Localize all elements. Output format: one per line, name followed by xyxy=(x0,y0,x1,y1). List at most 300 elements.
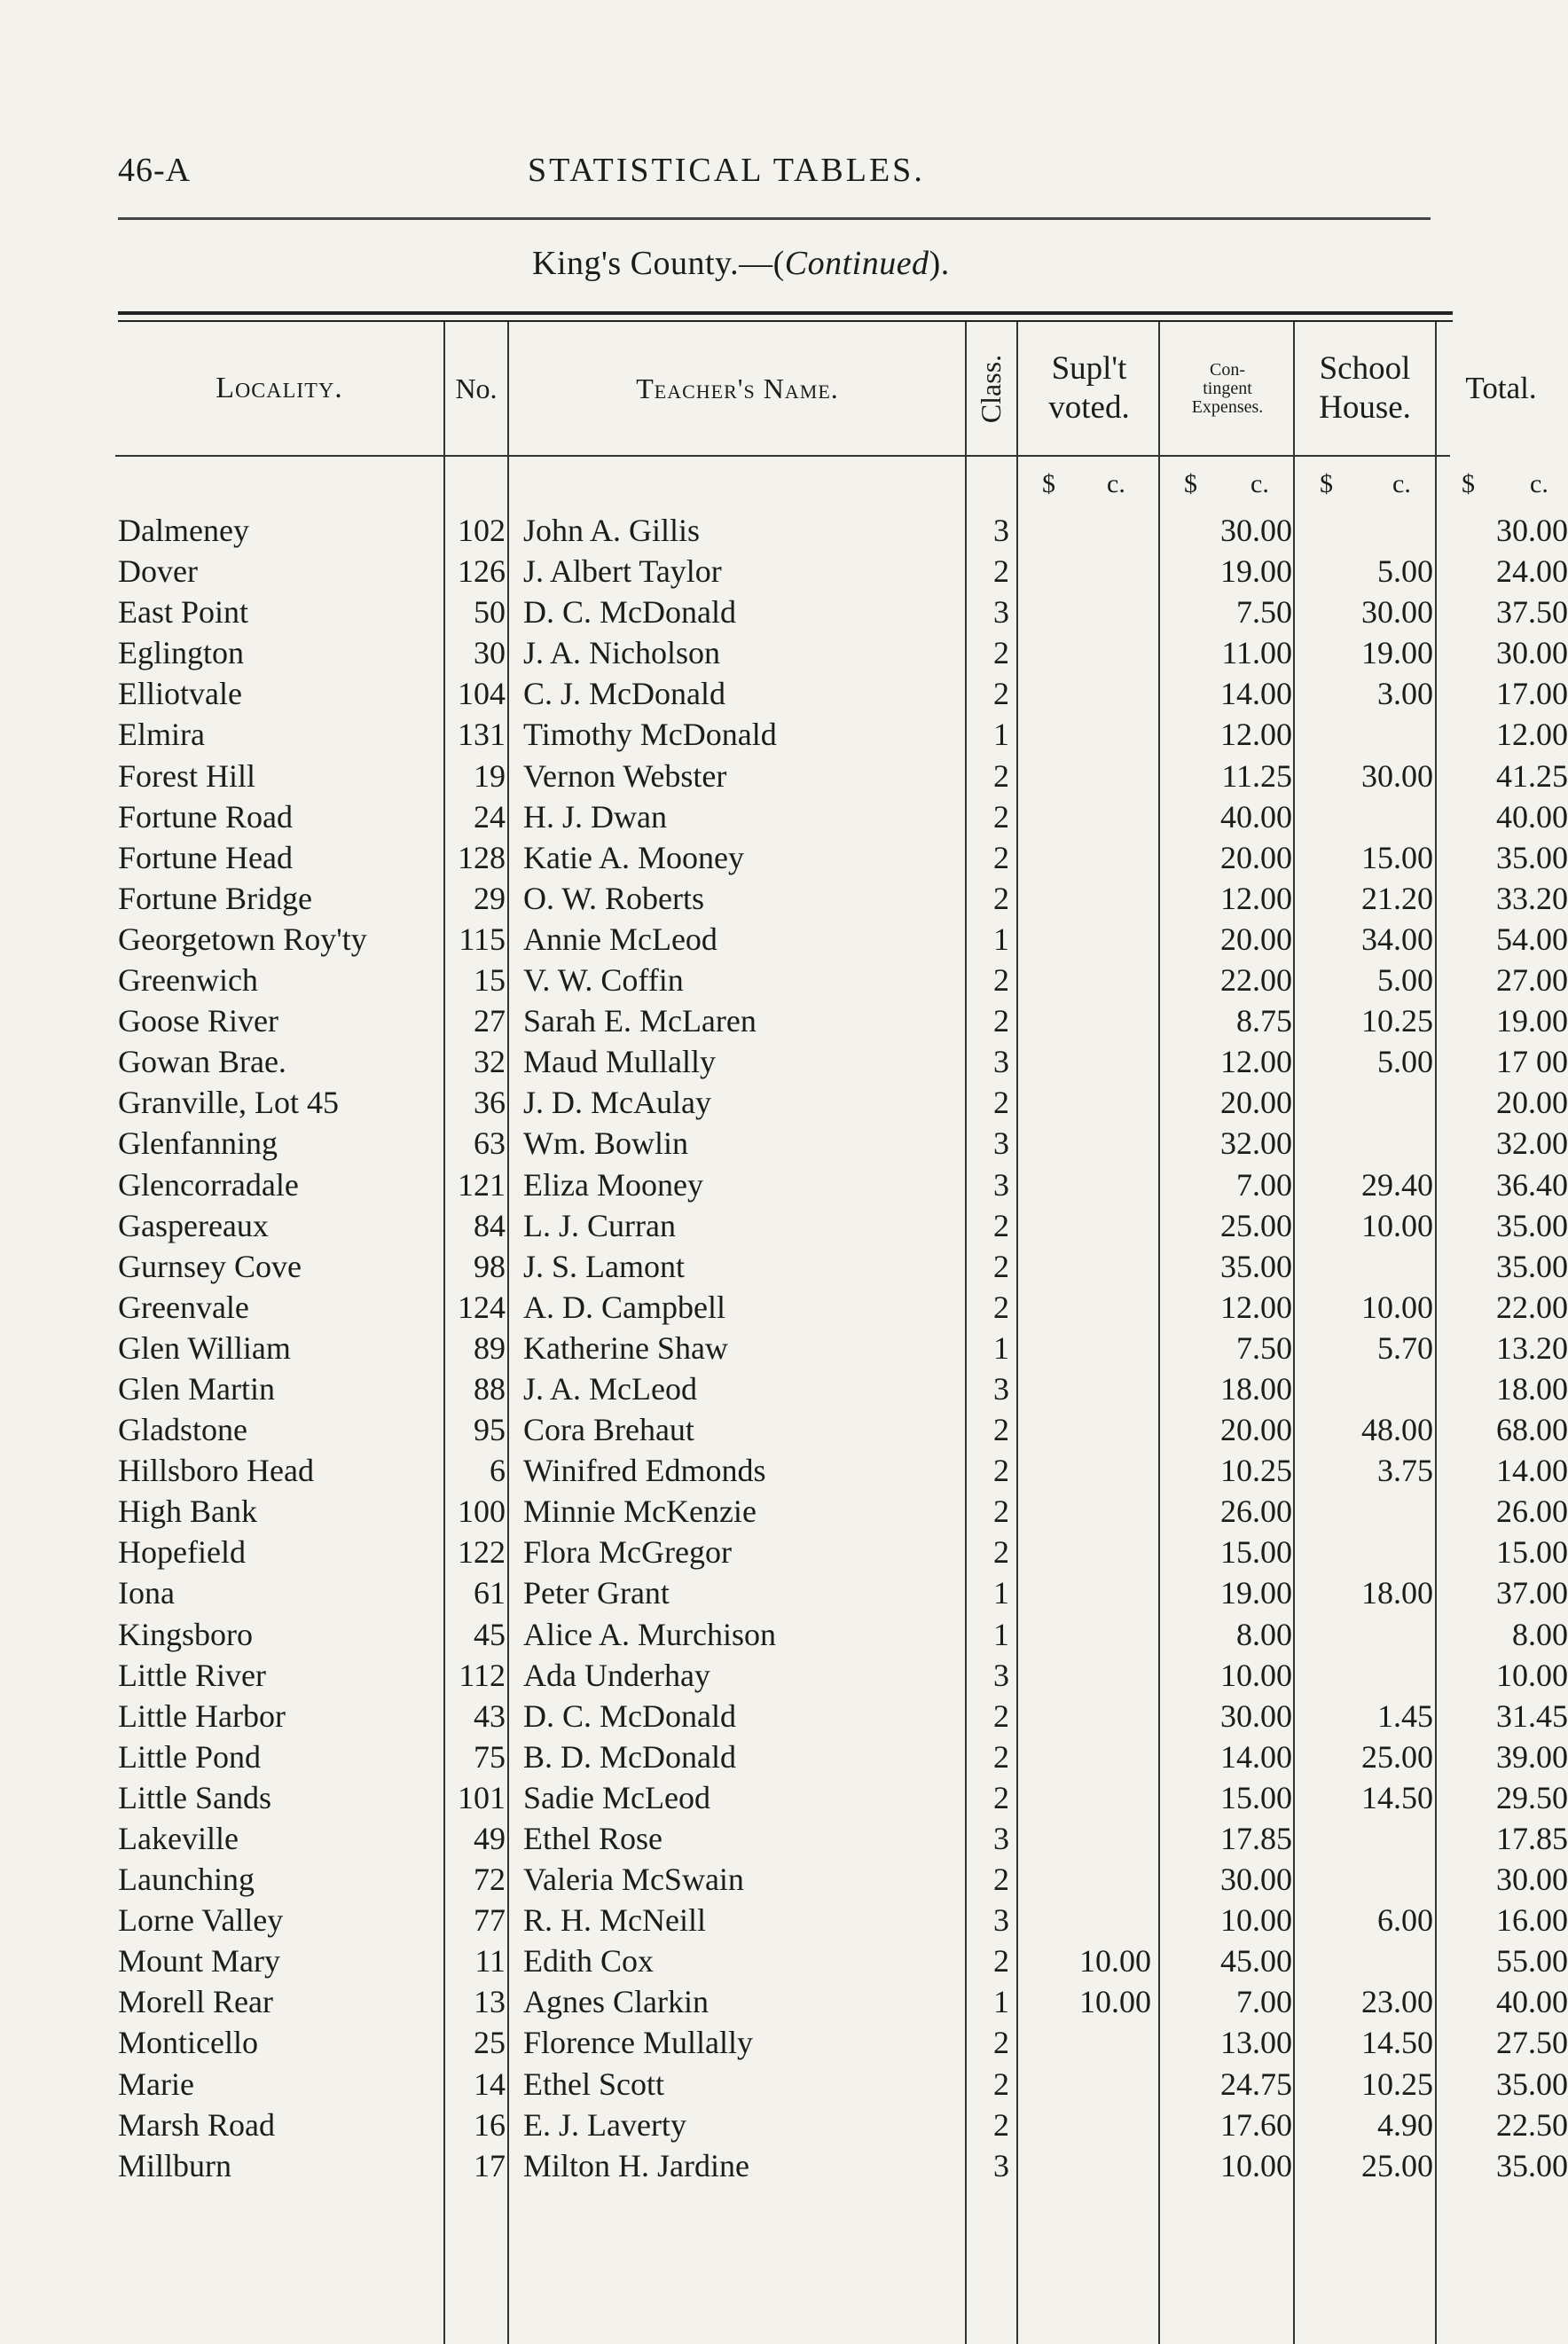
table-row xyxy=(115,632,1568,673)
page-header xyxy=(118,151,1431,204)
cell-locality: Little Sands xyxy=(118,1779,271,1815)
cell-contingent-expenses: 19.00 xyxy=(1220,1575,1292,1611)
cell-total: 31.45 xyxy=(1496,1697,1568,1734)
cell-class: 1 xyxy=(993,1329,1009,1366)
cell-class: 2 xyxy=(993,676,1009,712)
cell-no: 15 xyxy=(474,962,506,999)
cell-school-house: 10.25 xyxy=(1361,2066,1433,2102)
cell-teacher-name: Flora McGregor xyxy=(523,1534,732,1571)
cell-no: 124 xyxy=(458,1289,506,1325)
cell-locality: Glen Martin xyxy=(118,1370,275,1407)
cell-contingent-expenses: 12.00 xyxy=(1220,880,1292,916)
cell-class: 2 xyxy=(993,1738,1009,1775)
table-row xyxy=(115,919,1568,960)
cell-contingent-expenses: 8.75 xyxy=(1236,1003,1292,1039)
table-row xyxy=(115,1205,1568,1246)
cell-total: 20.00 xyxy=(1496,1085,1568,1121)
table-row xyxy=(115,960,1568,1000)
cell-locality: Little River xyxy=(118,1657,266,1693)
cell-no: 95 xyxy=(474,1412,506,1448)
school-cents-unit: c. xyxy=(1392,469,1411,498)
cell-school-house: 5.00 xyxy=(1377,553,1433,590)
cell-locality: Mount Mary xyxy=(118,1943,280,1979)
table-subtitle xyxy=(532,244,950,283)
column-divider xyxy=(1016,322,1018,2344)
cell-teacher-name: Ada Underhay xyxy=(523,1657,710,1693)
cell-contingent-expenses: 17.60 xyxy=(1220,2106,1292,2143)
cell-total: 27.00 xyxy=(1496,962,1568,999)
cell-class: 3 xyxy=(993,1902,1009,1939)
cell-no: 72 xyxy=(474,1862,506,1898)
cell-class: 1 xyxy=(993,1984,1009,2020)
cell-contingent-expenses: 30.00 xyxy=(1220,1862,1292,1898)
cell-teacher-name: John A. Gillis xyxy=(523,513,701,548)
cell-teacher-name: Minnie McKenzie xyxy=(523,1493,757,1530)
cell-contingent-expenses: 11.25 xyxy=(1221,757,1292,794)
header-contingent-line1: Con- xyxy=(1209,359,1245,380)
cell-contingent-expenses: 7.50 xyxy=(1236,594,1292,631)
contingent-dollar-unit: $ xyxy=(1184,469,1197,498)
table-row xyxy=(115,1368,1568,1409)
cell-contingent-expenses: 17.85 xyxy=(1220,1821,1292,1856)
cell-teacher-name: Maud Mullally xyxy=(523,1044,716,1080)
table-row xyxy=(115,1614,1568,1655)
header-class-label: Class. xyxy=(975,354,1007,423)
cell-no: 17 xyxy=(474,2147,506,2183)
cell-teacher-name: D. C. McDonald xyxy=(523,1697,736,1734)
cell-locality: Hillsboro Head xyxy=(118,1453,314,1489)
cell-no: 30 xyxy=(474,635,506,671)
cell-teacher-name: Edith Cox xyxy=(523,1943,655,1979)
cell-teacher-name: Katie A. Mooney xyxy=(523,839,744,875)
cell-no: 50 xyxy=(474,594,506,631)
header-school-line2: House. xyxy=(1319,389,1411,426)
cell-school-house: 25.00 xyxy=(1361,1738,1433,1775)
cell-no: 6 xyxy=(490,1453,506,1489)
table-row xyxy=(115,1981,1568,2022)
cell-locality: Gladstone xyxy=(118,1412,247,1448)
cell-locality: Kingsboro xyxy=(118,1616,253,1652)
cell-teacher-name: R. H. McNeill xyxy=(523,1902,706,1939)
header-contingent-expenses xyxy=(1162,322,1293,455)
cell-total: 30.00 xyxy=(1496,513,1568,548)
cell-locality: Glencorradale xyxy=(118,1166,299,1203)
suplt-dollar-unit: $ xyxy=(1042,469,1055,498)
table-row xyxy=(115,1736,1568,1777)
table-row xyxy=(115,1328,1568,1368)
cell-school-house: 23.00 xyxy=(1361,1984,1433,2020)
cell-contingent-expenses: 10.00 xyxy=(1220,1902,1292,1939)
cell-teacher-name: B. D. McDonald xyxy=(523,1738,736,1775)
table-row xyxy=(115,1123,1568,1164)
cell-locality: High Bank xyxy=(118,1493,257,1530)
cell-class: 2 xyxy=(993,1003,1009,1039)
cell-contingent-expenses: 8.00 xyxy=(1236,1616,1292,1652)
header-contingent-line2: tingent xyxy=(1203,378,1252,398)
cell-no: 36 xyxy=(474,1085,506,1121)
cell-total: 40.00 xyxy=(1496,1984,1568,2020)
cell-no: 122 xyxy=(458,1534,506,1571)
cell-school-house: 1.45 xyxy=(1377,1697,1433,1734)
header-class xyxy=(967,322,1016,455)
cell-no: 75 xyxy=(474,1738,506,1775)
cell-no: 29 xyxy=(474,880,506,916)
cell-contingent-expenses: 12.00 xyxy=(1220,1289,1292,1325)
cell-locality: Morell Rear xyxy=(118,1984,273,2020)
cell-contingent-expenses: 7.00 xyxy=(1236,1166,1292,1203)
cell-school-house: 34.00 xyxy=(1361,921,1433,957)
cell-locality: Marsh Road xyxy=(118,2106,275,2143)
statistics-table xyxy=(115,322,1568,2186)
cell-teacher-name: Florence Mullally xyxy=(523,2025,753,2061)
cell-locality: Fortune Head xyxy=(118,839,293,875)
cell-class: 3 xyxy=(993,2147,1009,2183)
table-row xyxy=(115,1041,1568,1082)
cell-school-house: 14.50 xyxy=(1361,2025,1433,2061)
table-body xyxy=(115,510,1568,2186)
table-row xyxy=(115,837,1568,878)
cell-locality: East Point xyxy=(118,594,249,631)
table-row xyxy=(115,1532,1568,1572)
cell-teacher-name: J. A. McLeod xyxy=(523,1370,697,1407)
cell-contingent-expenses: 35.00 xyxy=(1220,1248,1292,1284)
header-school-house xyxy=(1295,322,1435,455)
cell-school-house: 14.50 xyxy=(1361,1779,1433,1815)
table-row xyxy=(115,1696,1568,1736)
cell-locality: Fortune Road xyxy=(118,798,293,835)
cell-class: 2 xyxy=(993,635,1009,671)
cell-school-house: 3.00 xyxy=(1377,676,1433,712)
cell-class: 3 xyxy=(993,1821,1009,1856)
cell-teacher-name: Valeria McSwain xyxy=(523,1862,744,1898)
cell-suplt-voted: 10.00 xyxy=(1079,1984,1151,2020)
cell-locality: Little Pond xyxy=(118,1738,261,1775)
cell-total: 33.20 xyxy=(1496,880,1568,916)
cell-locality: Dalmeney xyxy=(118,513,249,548)
cell-no: 49 xyxy=(474,1821,506,1856)
cell-class: 1 xyxy=(993,1575,1009,1611)
cell-class: 2 xyxy=(993,1862,1009,1898)
cell-no: 14 xyxy=(474,2066,506,2102)
table-row xyxy=(115,2064,1568,2105)
cell-locality: Greenvale xyxy=(118,1289,249,1325)
cell-no: 11 xyxy=(474,1943,506,1979)
cell-school-house: 10.00 xyxy=(1361,1289,1433,1325)
cell-teacher-name: J. Albert Taylor xyxy=(523,553,722,590)
cell-contingent-expenses: 32.00 xyxy=(1220,1125,1292,1162)
column-divider xyxy=(507,322,509,2344)
cell-class: 3 xyxy=(993,1166,1009,1203)
cell-locality: Little Harbor xyxy=(118,1697,286,1734)
school-dollar-unit: $ xyxy=(1320,469,1333,498)
cell-contingent-expenses: 20.00 xyxy=(1220,1085,1292,1121)
cell-contingent-expenses: 10.25 xyxy=(1220,1453,1292,1489)
column-divider xyxy=(443,322,445,2344)
cell-total: 35.00 xyxy=(1496,2066,1568,2102)
cell-locality: Gurnsey Cove xyxy=(118,1248,302,1284)
cell-class: 2 xyxy=(993,1697,1009,1734)
cell-teacher-name: Ethel Scott xyxy=(523,2066,664,2102)
cell-contingent-expenses: 7.50 xyxy=(1236,1329,1292,1366)
cell-class: 3 xyxy=(993,1044,1009,1080)
cell-locality: Millburn xyxy=(118,2147,232,2183)
header-suplt-line2: voted. xyxy=(1048,389,1130,426)
cell-class: 2 xyxy=(993,1453,1009,1489)
contingent-cents-unit: c. xyxy=(1250,469,1269,498)
cell-school-house: 4.90 xyxy=(1377,2106,1433,2143)
running-title: STATISTICAL TABLES. xyxy=(528,152,925,189)
cell-class: 2 xyxy=(993,2066,1009,2102)
cell-locality: Gowan Brae. xyxy=(118,1044,286,1080)
table-row xyxy=(115,592,1568,632)
cell-contingent-expenses: 10.00 xyxy=(1220,2147,1292,2183)
column-divider xyxy=(965,322,967,2344)
cell-teacher-name: J. A. Nicholson xyxy=(523,635,721,671)
table-row xyxy=(115,1246,1568,1287)
cell-class: 2 xyxy=(993,798,1009,835)
cell-no: 100 xyxy=(458,1493,506,1530)
cell-contingent-expenses: 19.00 xyxy=(1220,553,1292,590)
cell-contingent-expenses: 22.00 xyxy=(1220,962,1292,999)
table-row xyxy=(115,1777,1568,1818)
cell-total: 55.00 xyxy=(1496,1943,1568,1979)
cell-class: 2 xyxy=(993,1779,1009,1815)
cell-teacher-name: Agnes Clarkin xyxy=(523,1984,709,2020)
cell-school-house: 3.75 xyxy=(1377,1453,1433,1489)
cell-total: 39.00 xyxy=(1496,1738,1568,1775)
units-row xyxy=(115,455,1548,510)
cell-no: 128 xyxy=(458,839,506,875)
cell-locality: Glen William xyxy=(118,1329,291,1366)
cell-locality: Fortune Bridge xyxy=(118,880,312,916)
header-no: No. xyxy=(455,372,498,404)
header-school-line1: School xyxy=(1319,350,1411,387)
cell-no: 89 xyxy=(474,1329,506,1366)
cell-class: 2 xyxy=(993,1085,1009,1121)
cell-no: 104 xyxy=(458,676,506,712)
cell-locality: Georgetown Roy'ty xyxy=(118,921,367,957)
cell-no: 126 xyxy=(458,553,506,590)
cell-school-house: 18.00 xyxy=(1361,1575,1433,1611)
header-suplt-voted xyxy=(1018,322,1160,455)
cell-contingent-expenses: 15.00 xyxy=(1220,1779,1292,1815)
total-cents-unit: c. xyxy=(1530,469,1548,498)
cell-locality: Launching xyxy=(118,1862,255,1898)
cell-no: 32 xyxy=(474,1044,506,1080)
cell-total: 16.00 xyxy=(1496,1902,1568,1939)
cell-class: 1 xyxy=(993,717,1009,753)
cell-school-house: 10.25 xyxy=(1361,1003,1433,1039)
table-row xyxy=(115,1450,1568,1491)
cell-total: 68.00 xyxy=(1496,1412,1568,1448)
cell-teacher-name: O. W. Roberts xyxy=(523,880,705,916)
cell-teacher-name: Eliza Mooney xyxy=(523,1166,703,1203)
subtitle-continued: Continued xyxy=(784,245,929,282)
cell-school-house: 5.00 xyxy=(1377,1044,1433,1080)
cell-class: 2 xyxy=(993,1289,1009,1325)
cell-contingent-expenses: 18.00 xyxy=(1220,1370,1292,1407)
table-row xyxy=(115,714,1568,755)
cell-class: 2 xyxy=(993,553,1009,590)
cell-school-house: 19.00 xyxy=(1361,635,1433,671)
cell-class: 3 xyxy=(993,594,1009,631)
cell-total: 14.00 xyxy=(1496,1453,1568,1489)
cell-class: 2 xyxy=(993,2025,1009,2061)
table-row xyxy=(115,1859,1568,1900)
cell-total: 17.85 xyxy=(1496,1821,1568,1856)
header-locality: Locality. xyxy=(216,372,343,404)
cell-class: 2 xyxy=(993,1534,1009,1571)
cell-school-house: 30.00 xyxy=(1361,757,1433,794)
cell-total: 26.00 xyxy=(1496,1493,1568,1530)
table-row xyxy=(115,1287,1568,1328)
cell-class: 3 xyxy=(993,1125,1009,1162)
table-header-row xyxy=(115,322,1537,455)
page-number: 46-A xyxy=(118,152,192,189)
cell-teacher-name: Alice A. Murchison xyxy=(523,1616,776,1652)
cell-suplt-voted: 10.00 xyxy=(1079,1943,1151,1979)
cell-teacher-name: J. D. McAulay xyxy=(523,1085,711,1121)
cell-total: 27.50 xyxy=(1496,2025,1568,2061)
cell-no: 43 xyxy=(474,1697,506,1734)
cell-total: 12.00 xyxy=(1496,717,1568,753)
cell-teacher-name: Annie McLeod xyxy=(523,921,717,957)
cell-contingent-expenses: 13.00 xyxy=(1220,2025,1292,2061)
cell-total: 17 00 xyxy=(1496,1044,1568,1080)
cell-contingent-expenses: 30.00 xyxy=(1220,513,1292,548)
cell-teacher-name: Peter Grant xyxy=(523,1575,670,1611)
cell-total: 35.00 xyxy=(1496,1248,1568,1284)
cell-contingent-expenses: 15.00 xyxy=(1220,1534,1292,1571)
cell-no: 112 xyxy=(459,1657,506,1693)
column-divider xyxy=(1293,322,1295,2344)
table-row xyxy=(115,1164,1568,1205)
cell-teacher-name: Timothy McDonald xyxy=(523,717,777,753)
cell-no: 24 xyxy=(474,798,506,835)
cell-school-house: 21.20 xyxy=(1361,880,1433,916)
cell-class: 3 xyxy=(993,1657,1009,1693)
cell-teacher-name: Milton H. Jardine xyxy=(523,2147,749,2183)
cell-no: 19 xyxy=(474,757,506,794)
cell-contingent-expenses: 26.00 xyxy=(1220,1493,1292,1530)
cell-teacher-name: H. J. Dwan xyxy=(523,798,667,835)
table-row xyxy=(115,1655,1568,1696)
cell-teacher-name: L. J. Curran xyxy=(523,1207,676,1243)
cell-total: 30.00 xyxy=(1496,1862,1568,1898)
cell-teacher-name: Wm. Bowlin xyxy=(523,1125,688,1162)
cell-contingent-expenses: 30.00 xyxy=(1220,1697,1292,1734)
table-row xyxy=(115,551,1568,592)
cell-total: 30.00 xyxy=(1496,635,1568,671)
cell-class: 2 xyxy=(993,1493,1009,1530)
header-rule xyxy=(118,217,1431,220)
cell-teacher-name: Winifred Edmonds xyxy=(523,1453,766,1489)
cell-locality: Elliotvale xyxy=(118,676,242,712)
cell-total: 29.50 xyxy=(1496,1779,1568,1815)
header-total: Total. xyxy=(1465,371,1537,405)
cell-teacher-name: Vernon Webster xyxy=(523,757,727,794)
cell-class: 3 xyxy=(993,1370,1009,1407)
cell-class: 1 xyxy=(993,1616,1009,1652)
cell-class: 2 xyxy=(993,839,1009,875)
cell-locality: Gaspereaux xyxy=(118,1207,269,1243)
cell-locality: Elmira xyxy=(118,717,205,753)
cell-school-house: 15.00 xyxy=(1361,839,1433,875)
cell-total: 35.00 xyxy=(1496,2147,1568,2183)
table-row xyxy=(115,1082,1568,1123)
subtitle-close: ). xyxy=(929,245,950,282)
table-row xyxy=(115,2022,1568,2063)
cell-contingent-expenses: 11.00 xyxy=(1221,635,1292,671)
cell-locality: Eglington xyxy=(118,635,244,671)
header-teacher-name: Teacher's Name. xyxy=(636,372,839,404)
header-suplt-line1: Supl't xyxy=(1051,350,1127,387)
cell-no: 27 xyxy=(474,1003,506,1039)
cell-no: 25 xyxy=(474,2025,506,2061)
cell-school-house: 5.70 xyxy=(1377,1329,1433,1366)
cell-school-house: 6.00 xyxy=(1377,1902,1433,1939)
table-row xyxy=(115,796,1568,837)
cell-school-house: 48.00 xyxy=(1361,1412,1433,1448)
total-dollar-unit: $ xyxy=(1462,469,1475,498)
cell-school-house: 25.00 xyxy=(1361,2147,1433,2183)
cell-no: 77 xyxy=(474,1902,506,1939)
cell-total: 10.00 xyxy=(1496,1657,1568,1693)
cell-total: 22.50 xyxy=(1496,2106,1568,2143)
cell-class: 2 xyxy=(993,1207,1009,1243)
table-row xyxy=(115,1491,1568,1532)
cell-class: 3 xyxy=(993,513,1009,548)
cell-no: 131 xyxy=(458,717,506,753)
cell-no: 101 xyxy=(458,1779,506,1815)
cell-locality: Glenfanning xyxy=(118,1125,278,1162)
cell-total: 18.00 xyxy=(1496,1370,1568,1407)
cell-locality: Iona xyxy=(118,1575,175,1611)
cell-teacher-name: Sadie McLeod xyxy=(523,1779,710,1815)
cell-class: 2 xyxy=(993,1412,1009,1448)
cell-total: 54.00 xyxy=(1496,921,1568,957)
cell-total: 36.40 xyxy=(1496,1166,1568,1203)
cell-contingent-expenses: 24.75 xyxy=(1220,2066,1292,2102)
cell-contingent-expenses: 20.00 xyxy=(1220,839,1292,875)
cell-locality: Monticello xyxy=(118,2025,258,2061)
cell-total: 8.00 xyxy=(1512,1616,1568,1652)
cell-no: 84 xyxy=(474,1207,506,1243)
cell-no: 88 xyxy=(474,1370,506,1407)
cell-school-house: 30.00 xyxy=(1361,594,1433,631)
cell-teacher-name: Sarah E. McLaren xyxy=(523,1003,757,1039)
cell-class: 2 xyxy=(993,757,1009,794)
suplt-cents-unit: c. xyxy=(1107,469,1125,498)
table-top-rule xyxy=(118,311,1453,315)
cell-total: 41.25 xyxy=(1496,757,1568,794)
cell-total: 22.00 xyxy=(1496,1289,1568,1325)
cell-no: 63 xyxy=(474,1125,506,1162)
cell-total: 40.00 xyxy=(1496,798,1568,835)
cell-total: 32.00 xyxy=(1496,1125,1568,1162)
cell-total: 37.50 xyxy=(1496,594,1568,631)
cell-total: 37.00 xyxy=(1496,1575,1568,1611)
table-row xyxy=(115,756,1568,796)
cell-no: 45 xyxy=(474,1616,506,1652)
cell-class: 2 xyxy=(993,1943,1009,1979)
cell-teacher-name: Cora Brehaut xyxy=(523,1412,694,1448)
column-divider xyxy=(1435,322,1437,2344)
cell-locality: Lakeville xyxy=(118,1821,239,1856)
cell-locality: Forest Hill xyxy=(118,757,256,794)
cell-contingent-expenses: 7.00 xyxy=(1236,1984,1292,2020)
table-row xyxy=(115,878,1568,919)
